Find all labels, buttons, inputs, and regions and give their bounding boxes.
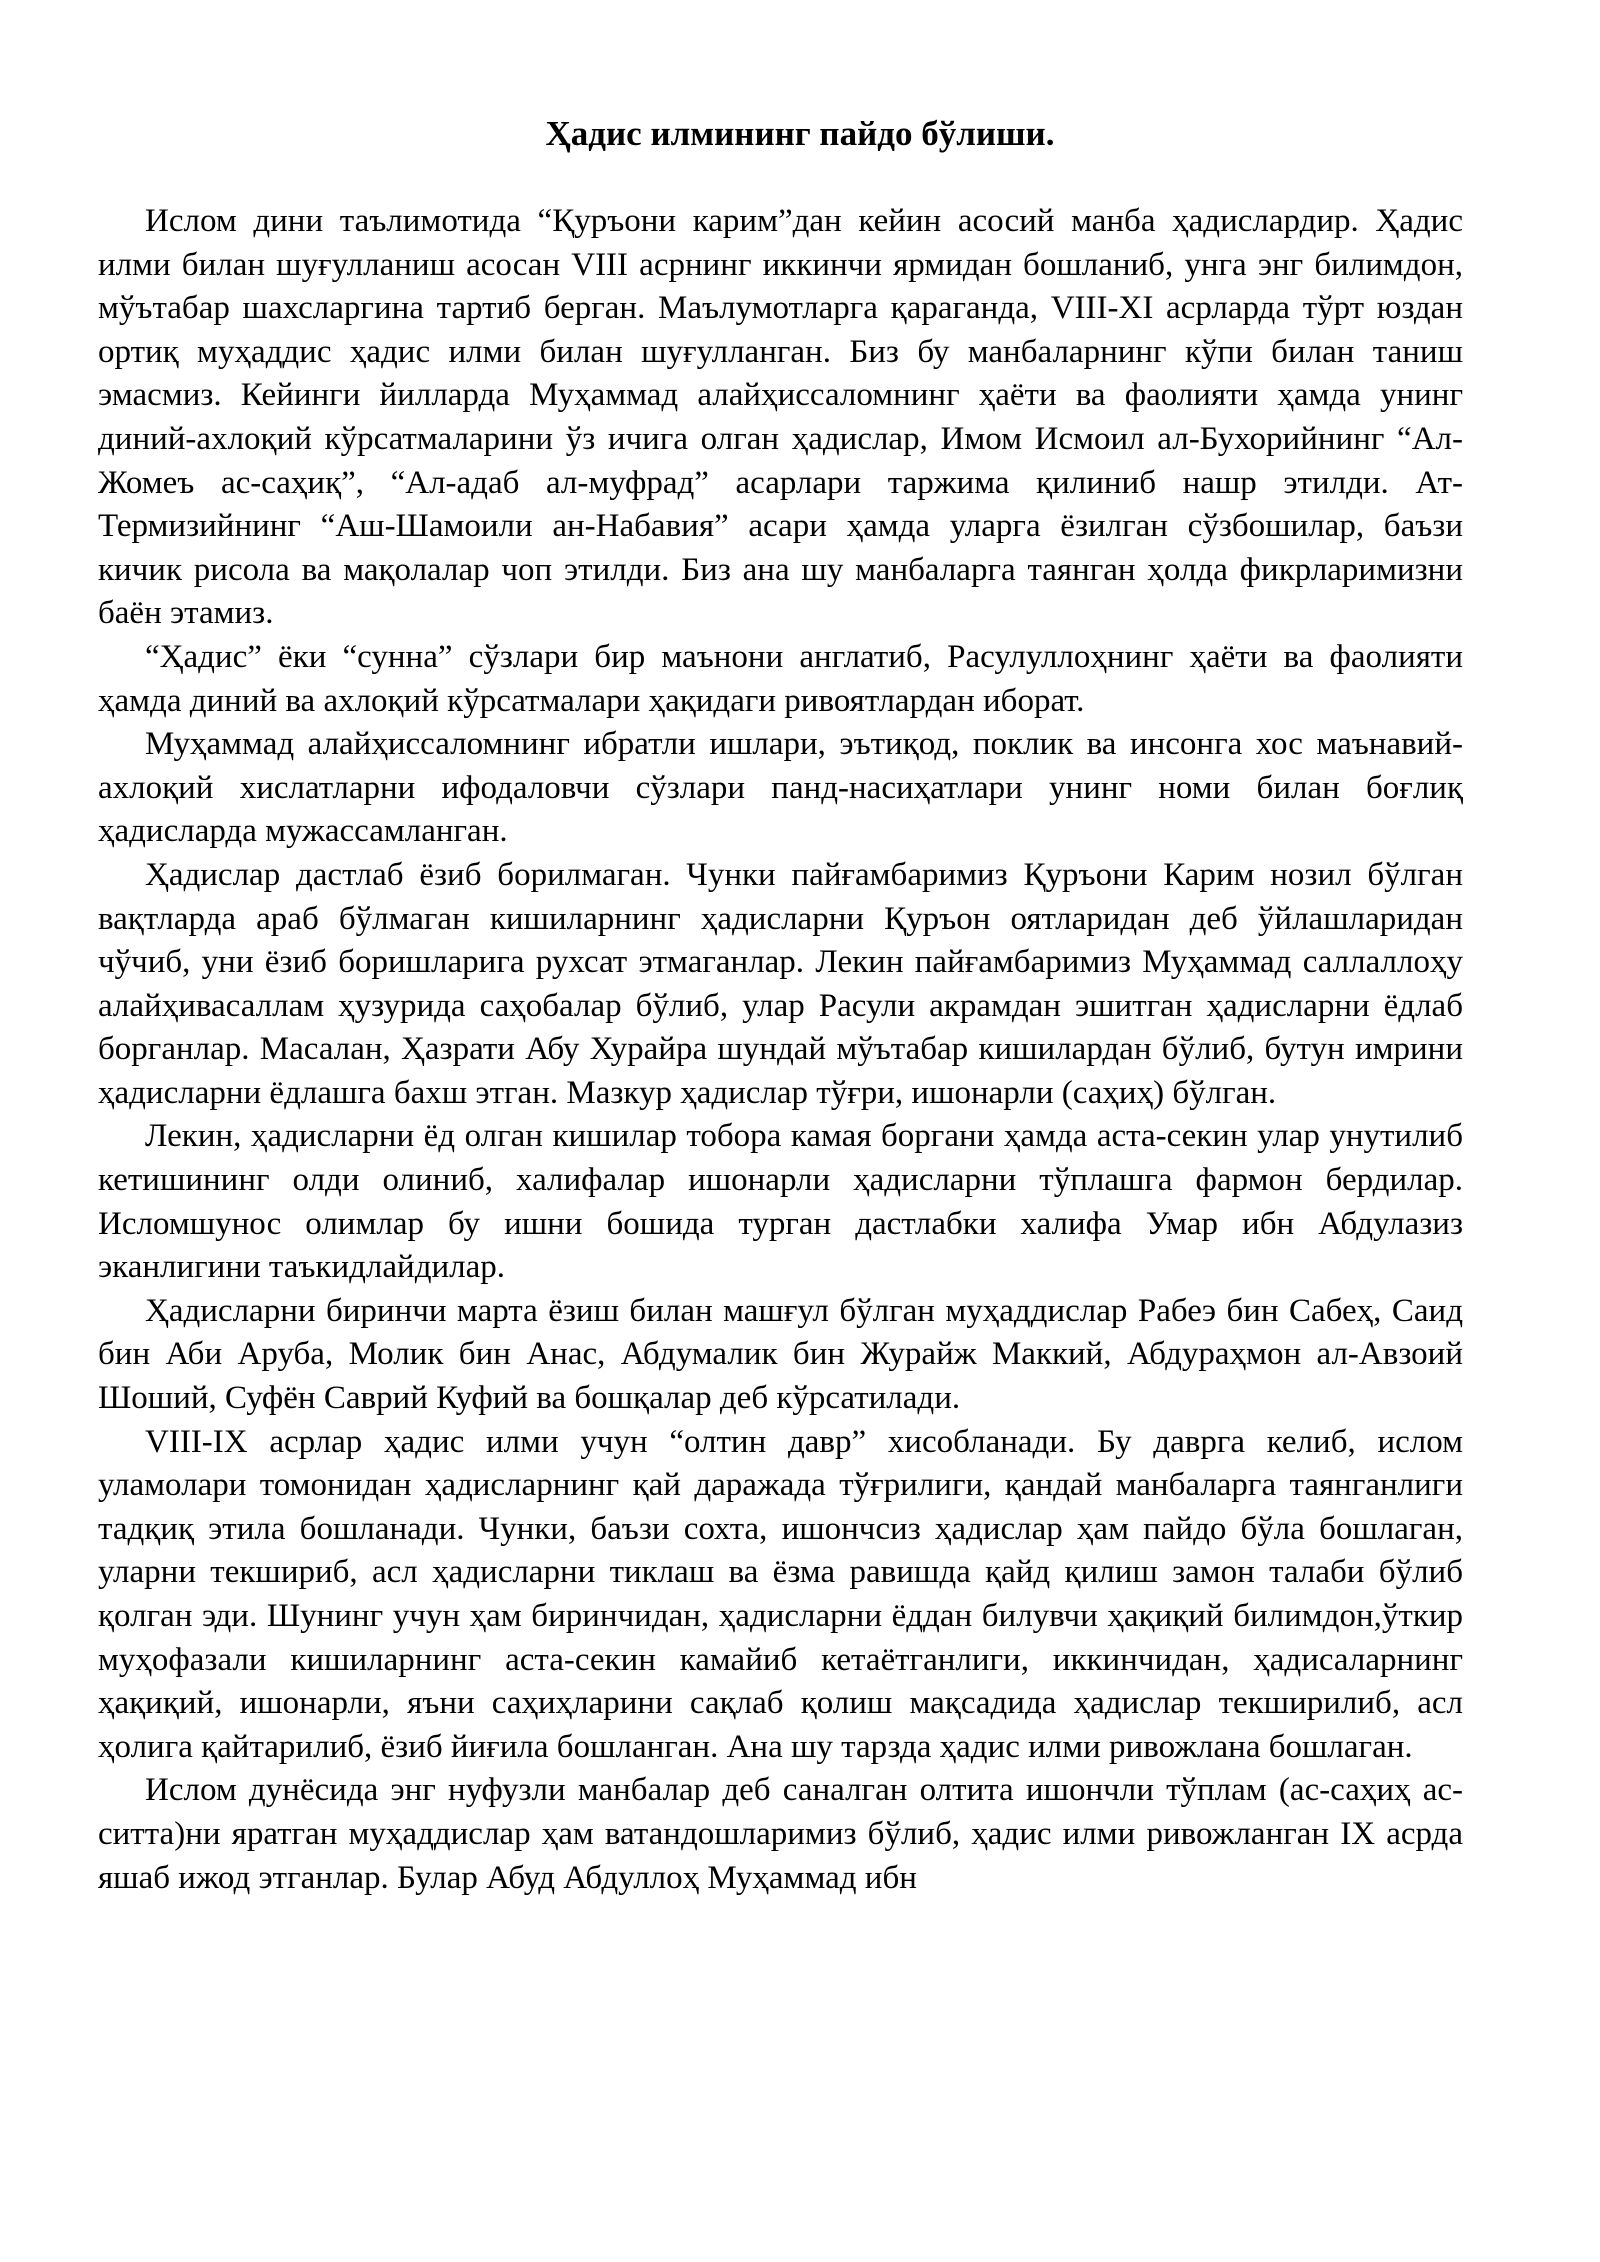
- paragraph-1: Ислом дини таълимотида “Қуръони карим”дан кейин асосий манба ҳадислардир. Ҳадис илми билан шуғулланиш асосан VIII асрнинг иккинчи ярмидан бошланиб, унга энг билимдон, мўътабар шахсларгина тартиб берган. Маълумотларга қараганда, VIII-XI асрларда тўрт юздан ортиқ муҳаддис ҳадис илми билан шуғулланган. Биз бу манбаларнинг кўпи билан таниш эмасмиз. Кейинги йилларда Муҳаммад алайҳиссаломнинг ҳаёти ва фаолияти ҳамда унинг диний-ахлоқий кўрсатмаларини ўз ичига олган ҳадислар, Имом Исмоил ал-Бухорийнинг “Ал-Жомеъ ас-саҳиқ”, “Ал-адаб ал-муфрад” асарлари таржима қилиниб нашр этилди. Ат-Термизийнинг “Аш-Шамоили ан-Набавия” асари ҳамда уларга ёзилган сўзбошилар, баъзи кичик рисола ва мақолалар чоп этилди. Биз ана шу манбаларга таянган ҳолда фикрларимизни баён этамиз.: [98, 203, 1463, 632]
- document-title: Ҳадис илмининг пайдо бўлиши.: [545, 114, 1055, 153]
- paragraph-4: Ҳадислар дастлаб ёзиб борилмаган. Чунки пайғамбаримиз Қуръони Карим нозил бўлган вақтларда араб бўлмаган кишиларнинг ҳадисларни Қуръон оятларидан деб ўйлашларидан чўчиб, уни ёзиб боришларига рухсат этмаганлар. Лекин пайғамбаримиз Муҳаммад саллаллоҳу алайҳивасаллам ҳузурида саҳобалар бўлиб, улар Расули акрамдан эшитган ҳадисларни ёдлаб борганлар. Масалан, Ҳазрати Абу Хурайра шундай мўътабар кишилардан бўлиб, бутун имрини ҳадисларни ёдлашга бахш этган. Мазкур ҳадислар тўғри, ишонарли (саҳиҳ) бўлган.: [98, 856, 1463, 1111]
- document-body: [98, 200, 1463, 1900]
- paragraph-3: Муҳаммад алайҳиссаломнинг ибратли ишлари, эътиқод, поклик ва инсонга хос маънавий-ахлоқий хислатларни ифодаловчи сўзлари панд-насиҳатлари унинг номи билан боғлиқ ҳадисларда мужассамланган.: [98, 726, 1463, 850]
- paragraph-2: “Ҳадис” ёки “сунна” сўзлари бир маънони англатиб, Расулуллоҳнинг ҳаёти ва фаолияти ҳамда диний ва ахлоқий кўрсатмалари ҳақидаги ривоятлардан иборат.: [98, 638, 1463, 719]
- paragraph-8: Ислом дунёсида энг нуфузли манбалар деб саналган олтита ишончли тўплам (ас-саҳиҳ ас-ситта)ни яратган муҳаддислар ҳам ватандошларимиз бўлиб, ҳадис илми ривожланган IX асрда яшаб ижод этганлар. Булар Абуд Абдуллоҳ Муҳаммад ибн: [98, 1772, 1463, 1896]
- paragraph-5: Лекин, ҳадисларни ёд олган кишилар тобора камая боргани ҳамда аста-секин улар унутилиб кетишининг олди олиниб, халифалар ишонарли ҳадисларни тўплашга фармон бердилар. Исломшунос олимлар бу ишни бошида турган дастлабки халифа Умар ибн Абдулазиз эканлигини таъкидлайдилар.: [98, 1118, 1463, 1286]
- paragraph-7: VIII-IX асрлар ҳадис илми учун “олтин давр” хисобланади. Бу даврга келиб, ислом уламолари томонидан ҳадисларнинг қай даражада тўғрилиги, қандай манбаларга таянганлиги тадқиқ этила бошланади. Чунки, баъзи сохта, ишончсиз ҳадислар ҳам пайдо бўла бошлаган, уларни текшириб, асл ҳадисларни тиклаш ва ёзма равишда қайд қилиш замон талаби бўлиб қолган эди. Шунинг учун ҳам биринчидан, ҳадисларни ёддан билувчи ҳақиқий билимдон,ўткир муҳофазали кишиларнинг аста-секин камайиб кетаётганлиги, иккинчидан, ҳадисаларнинг ҳақиқий, ишонарли, яъни саҳиҳларини сақлаб қолиш мақсадида ҳадислар текширилиб, асл ҳолига қайтарилиб, ёзиб йиғила бошланган. Ана шу тарзда ҳадис илми ривожлана бошлаган.: [98, 1423, 1463, 1765]
- paragraph-6: Ҳадисларни биринчи марта ёзиш билан машғул бўлган муҳаддислар Рабеэ бин Сабеҳ, Саид бин Аби Аруба, Молик бин Анас, Абдумалик бин Журайж Маккий, Абдураҳмон ал-Авзоий Шоший, Суфён Саврий Куфий ва бошқалар деб кўрсатилади.: [98, 1292, 1463, 1417]
